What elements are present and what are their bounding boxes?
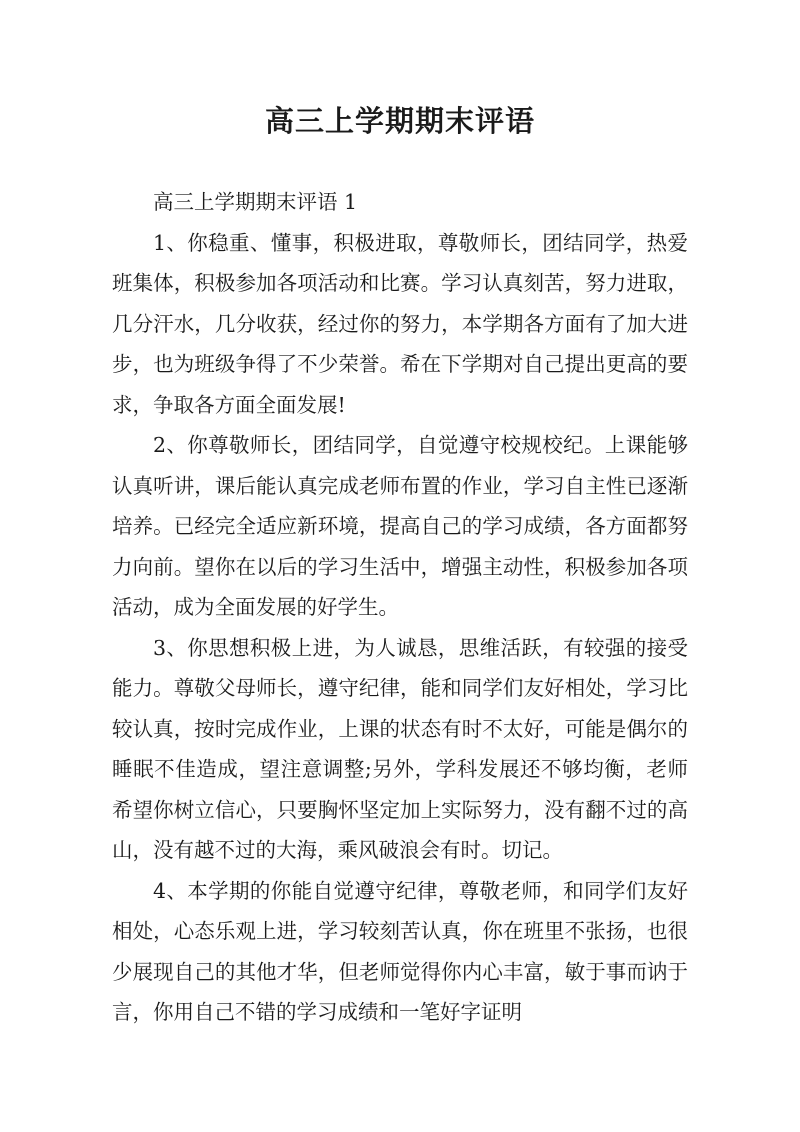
comment-paragraph-3: 3、你思想积极上进，为人诚恳，思维活跃，有较强的接受能力。尊敬父母师长，遵守纪律，能和同学们友好相处，学习比较认真，按时完成作业，上课的状态有时不太好，可能是偶尔的睡眠不佳造成，望注意调整;另外，学科发展还不够均衡，老师希望你树立信心，只要胸怀坚定加上实际努力，没有翻不过的高山，没有越不过的大海，乘风破浪会有时。切记。: [112, 635, 688, 862]
document-body: [112, 182, 688, 1033]
comment-paragraph-1: 1、你稳重、懂事，积极进取，尊敬师长，团结同学，热爱班集体，积极参加各项活动和比赛。学习认真刻苦，努力进取，几分汗水，几分收获，经过你的努力，本学期各方面有了加大进步，也为班级争得了不少荣誉。希在下学期对自己提出更高的要求，争取各方面全面发展!: [112, 230, 688, 417]
document-title: 高三上学期期末评语: [264, 104, 535, 138]
section-subtitle: 高三上学期期末评语 1: [153, 190, 358, 214]
comment-paragraph-2: 2、你尊敬师长，团结同学，自觉遵守校规校纪。上课能够认真听讲，课后能认真完成老师布置的作业，学习自主性已逐渐培养。已经完全适应新环境，提高自己的学习成绩，各方面都努力向前。望你在以后的学习生活中，增强主动性，积极参加各项活动，成为全面发展的好学生。: [112, 433, 688, 619]
comment-paragraph-4: 4、本学期的你能自觉遵守纪律，尊敬老师，和同学们友好相处，心态乐观上进，学习较刻苦认真，你在班里不张扬，也很少展现自己的其他才华，但老师觉得你内心丰富，敏于事而讷于言，你用自己不错的学习成绩和一笔好字证明: [112, 878, 688, 1024]
